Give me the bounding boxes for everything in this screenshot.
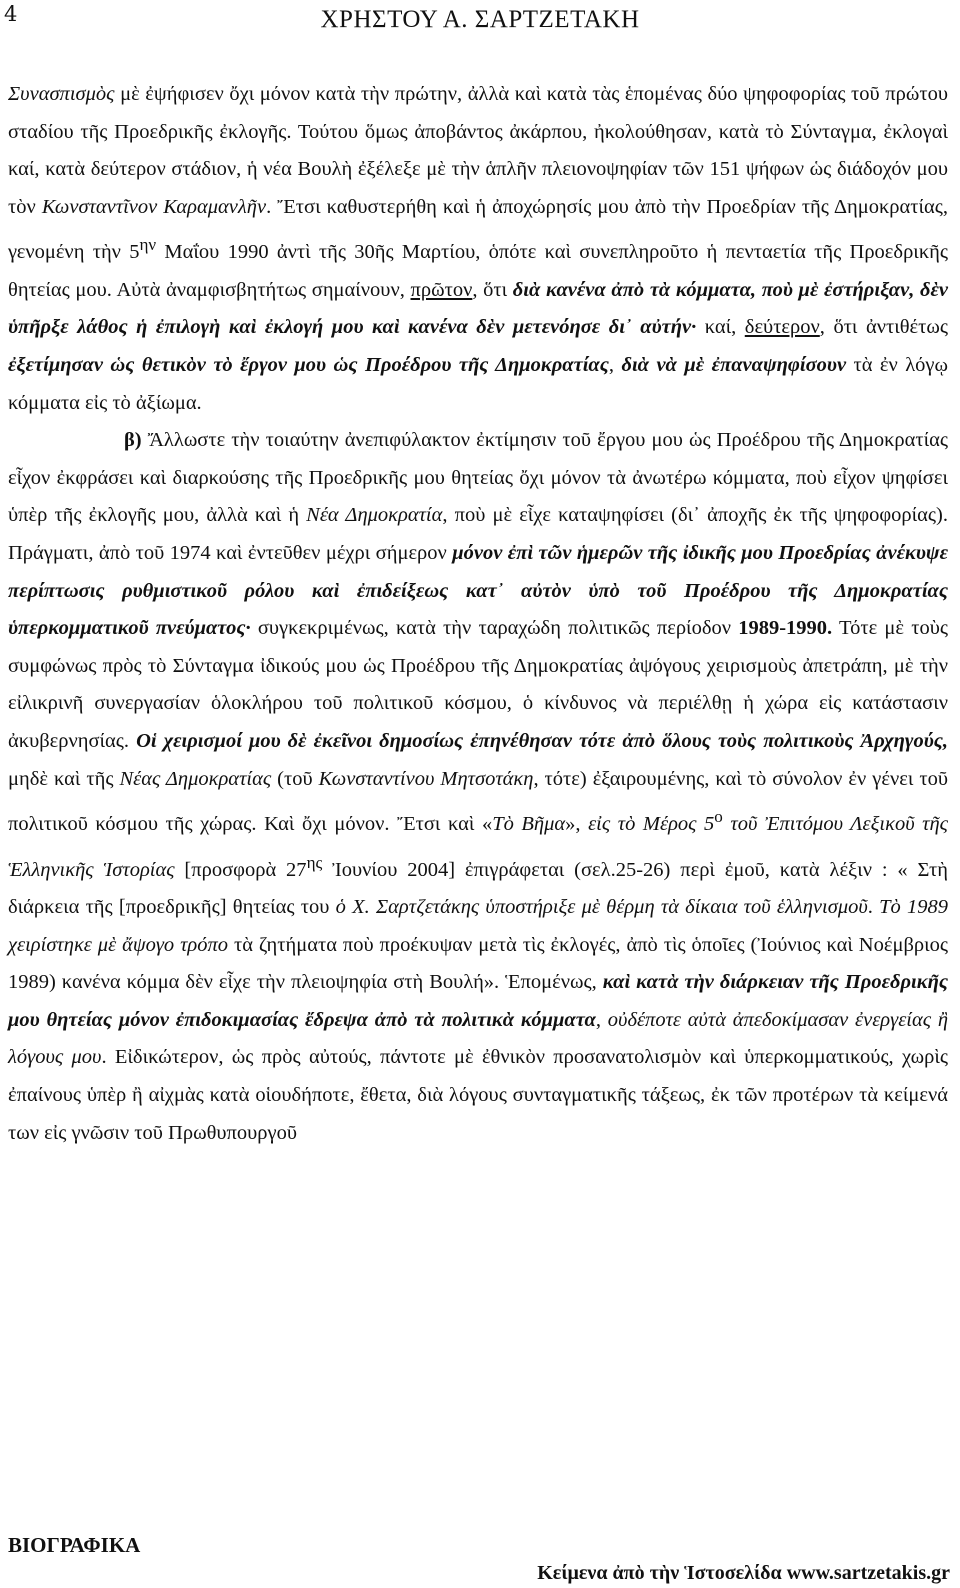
- paragraph-2: [8, 422, 948, 1152]
- text-span: (τοῦ: [271, 767, 319, 790]
- text-span: Τὸ Βῆμα: [492, 812, 566, 835]
- text-span: Νέα Δημοκρατία: [306, 504, 443, 527]
- article-body: [8, 76, 948, 1152]
- bold-text: 1989-1990.: [738, 617, 833, 640]
- emphasis-text: διὰ κανένα ἀπὸ τὰ κόμματα, ποὺ μὲ ἐστήριξαν, δὲν ὑπῆρξε λάθος ἡ ἐπιλογὴ καὶ ἐκλογή μου καὶ κανένα δὲν μετενόησε δι᾽ αὐτήν·: [8, 278, 948, 339]
- emphasis-text: μόνον ἐπὶ τῶν ἡμερῶν τῆς ἰδικῆς μου Προεδρίας ἀνέκυψε περίπτωσις ρυθμιστικοῦ ρόλου καὶ ἐπιδείξεως κατ᾽ αὐτὸν ὑπὸ τοῦ Προέδρου τῆς Δημοκρατίας ὑπερκομματικοῦ πνεύματος·: [8, 541, 948, 640]
- emphasis-text: διὰ νὰ μὲ ἐπαναψηφίσουν: [621, 353, 847, 376]
- underlined-text: δεύτερον: [744, 316, 820, 339]
- text-span: »,: [565, 812, 589, 835]
- footer-source: Κείμενα ἀπὸ τὴν Ἱστοσελίδα www.sartzetakis.gr: [537, 1562, 950, 1584]
- text-span: μηδὲ καὶ τῆς: [8, 767, 120, 790]
- text-span: [προσφορὰ 27: [174, 858, 307, 881]
- text-span: Ἰουνίου 2004] ἐπιγράφεται (σελ.25-26) περὶ ἐμοῦ, κατὰ λέξιν : « Στὴ διάρκεια τῆς [προεδρικῆς] θητείας του: [8, 858, 949, 918]
- text-span: καί,: [696, 316, 745, 339]
- page-number: 4: [4, 2, 18, 26]
- superscript: ο: [714, 807, 723, 827]
- emphasis-text: καὶ κατὰ τὴν διάρκειαν τῆς Προεδρικῆς μου θητείας μόνον ἐπιδοκιμασίας ἔδρεψα ἀπὸ τὰ πολιτικὰ κόμματα: [8, 971, 948, 1031]
- superscript: ης: [306, 852, 323, 872]
- text-span: τὰ ἐν λόγῳ κόμματα εἰς τὸ ἀξίωμα.: [8, 353, 948, 414]
- text-span: συγκεκριμένως, κατὰ τὴν ταραχώδη πολιτικῶς περίοδον: [250, 617, 739, 640]
- text-span: Μαΐου 1990 ἀντὶ τῆς 30ῆς Μαρτίου, ὁπότε καὶ συνεπληροῦτο ἡ πενταετία τῆς Προεδρικῆς θητείας μου. Αὐτὰ ἀναμφισβητήτως σημαίνουν,: [8, 241, 948, 301]
- text-span: εἰς τὸ Μέρος 5: [588, 812, 715, 835]
- emphasis-text: ἐξετίμησαν ὡς θετικὸν τὸ ἔργον μου ὡς Προέδρου τῆς Δημοκρατίας: [8, 353, 609, 376]
- footer-section-label: ΒΙΟΓΡΑΦΙΚΑ: [8, 1533, 141, 1557]
- text-span: , ποὺ μὲ εἶχε καταψηφίσει (δι᾽ ἀποχῆς ἐκ τῆς ψηφοφορίας). Πράγματι, ἀπὸ τοῦ 1974 καὶ ἐντεῦθεν μέχρι σήμερον: [8, 504, 948, 564]
- text-span: οὐδέποτε αὐτὰ ἀπεδοκίμασαν ἐνεργείας ἢ λόγους μου: [8, 1008, 948, 1069]
- text-span: μὲ ἐψήφισεν ὄχι μόνον κατὰ τὴν πρώτην, ἀλλὰ καὶ κατὰ τὰς ἑπομένας δύο ψηφοφορίας τοῦ πρώτου σταδίου τῆς Προεδρικῆς ἐκλογῆς. Τούτου ὅμως ἀποβάντος ἀκάρπου, ἠκολούθησαν, κατὰ τὸ Σύνταγμα, ἐκλογαὶ καί, κατὰ δεύτερον στάδιον, ἡ νέα Βουλὴ ἐξέλεξε μὲ τὴν ἁπλῆν πλειονοψηφίαν τῶν 151 ψήφων ὡς διάδοχόν μου τὸν: [8, 83, 948, 218]
- running-head-title: ΧΡΗΣΤΟΥ Α. ΣΑΡΤΖΕΤΑΚΗ: [320, 6, 640, 33]
- paragraph-label: β): [124, 429, 142, 452]
- text-span: ὁ Χ. Σαρτζετάκης ὑποστήριξε μὲ θέρμη τὰ δίκαια τοῦ ἑλληνισμοῦ: [335, 895, 868, 918]
- text-span: , ὅτι ἀντιθέτως: [819, 316, 948, 339]
- text-span: . Ἔτσι καθυστερήθη καὶ ἡ ἀποχώρησίς μου ἀπὸ τὴν Προεδρίαν τῆς Δημοκρατίας, γενομένη τὴν 5: [8, 195, 948, 264]
- text-span: ,: [595, 1008, 608, 1031]
- text-span: , ὅτι: [472, 278, 513, 301]
- text-span: . Εἰδικώτερον, ὡς πρὸς αὐτούς, πάντοτε μὲ ἐθνικὸν προσανατολισμὸν καὶ ὑπερκομματικούς, χωρὶς ἐπαίνους ὑπὲρ ἢ αἰχμὰς κατὰ οἱουδήποτε, ἔθετα, διὰ λόγους συνταγματικῆς τάξεως, ἐκ τῶν προτέρων τὰ κείμενά των εἰς γνῶσιν τοῦ Πρωθυπουργοῦ: [8, 1046, 948, 1144]
- text-span: Τότε μὲ τοὺς συμφώνως πρὸς τὸ Σύνταγμα ἰδικούς μου ὡς Προέδρου τῆς Δημοκρατίας ἀψόγους χειρισμοὺς ἀπετράπη, μὲ τὴν εἰλικρινῆ συνεργασίαν ὁλοκλήρου τοῦ πολιτικοῦ κόσμου, ὁ κίνδυνος νὰ περιέλθῃ ἡ χώρα εἰς κατάστασιν ἀκυβερνησίας.: [8, 617, 949, 752]
- text-span: Συνασπισμὸς: [8, 83, 115, 105]
- paragraph-1: [8, 76, 948, 422]
- superscript: ην: [139, 235, 157, 255]
- text-span: τὰ ζητήματα ποὺ προέκυψαν μετὰ τὶς ἐκλογές, ἀπὸ τὶς ὁποῖες (Ἰούνιος καὶ Νοέμβριος 1989) κανένα κόμμα δὲν εἶχε τὴν πλειοψηφία στὴ Βουλή». Ἑπομένως,: [8, 933, 949, 994]
- text-span: Κωνσταντῖνον Καραμανλῆν: [41, 195, 267, 218]
- text-span: ,: [608, 353, 622, 376]
- text-span: , τότε) ἐξαιρουμένης, καὶ τὸ σύνολον ἐν γένει τοῦ πολιτικοῦ κόσμου τῆς χώρας. Καὶ ὄχι μόνον. Ἔτσι καὶ «: [8, 767, 948, 835]
- text-span: τοῦ Ἐπιτόμου Λεξικοῦ τῆς Ἑλληνικῆς Ἱστορίας: [8, 812, 948, 881]
- text-span: Κωνσταντίνου Μητσοτάκη: [318, 767, 534, 790]
- text-span: .: [867, 895, 880, 918]
- text-span: Νέας Δημοκρατίας: [119, 767, 272, 790]
- text-span: Τὸ 1989 χειρίστηκε μὲ ἄψογο τρόπο: [8, 895, 949, 956]
- emphasis-text: Οἱ χειρισμοί μου δὲ ἐκεῖνοι δημοσίως ἐπηνέθησαν τότε ἀπὸ ὅλους τοὺς πολιτικοὺς Ἀρχηγούς,: [136, 729, 948, 752]
- underlined-text: πρῶτον: [410, 278, 473, 301]
- text-span: Ἄλλωστε τὴν τοιαύτην ἀνεπιφύλακτον ἐκτίμησιν τοῦ ἔργου μου ὡς Προέδρου τῆς Δημοκρατίας εἶχον ἐκφράσει καὶ διαρκούσης τῆς Προεδρικῆς μου θητείας ὄχι μόνον τὰ ἀνωτέρω κόμματα, ποὺ εἶχον ψηφίσει ὑπὲρ τῆς ἐκλογῆς μου, ἀλλὰ καὶ ἡ: [8, 429, 948, 527]
